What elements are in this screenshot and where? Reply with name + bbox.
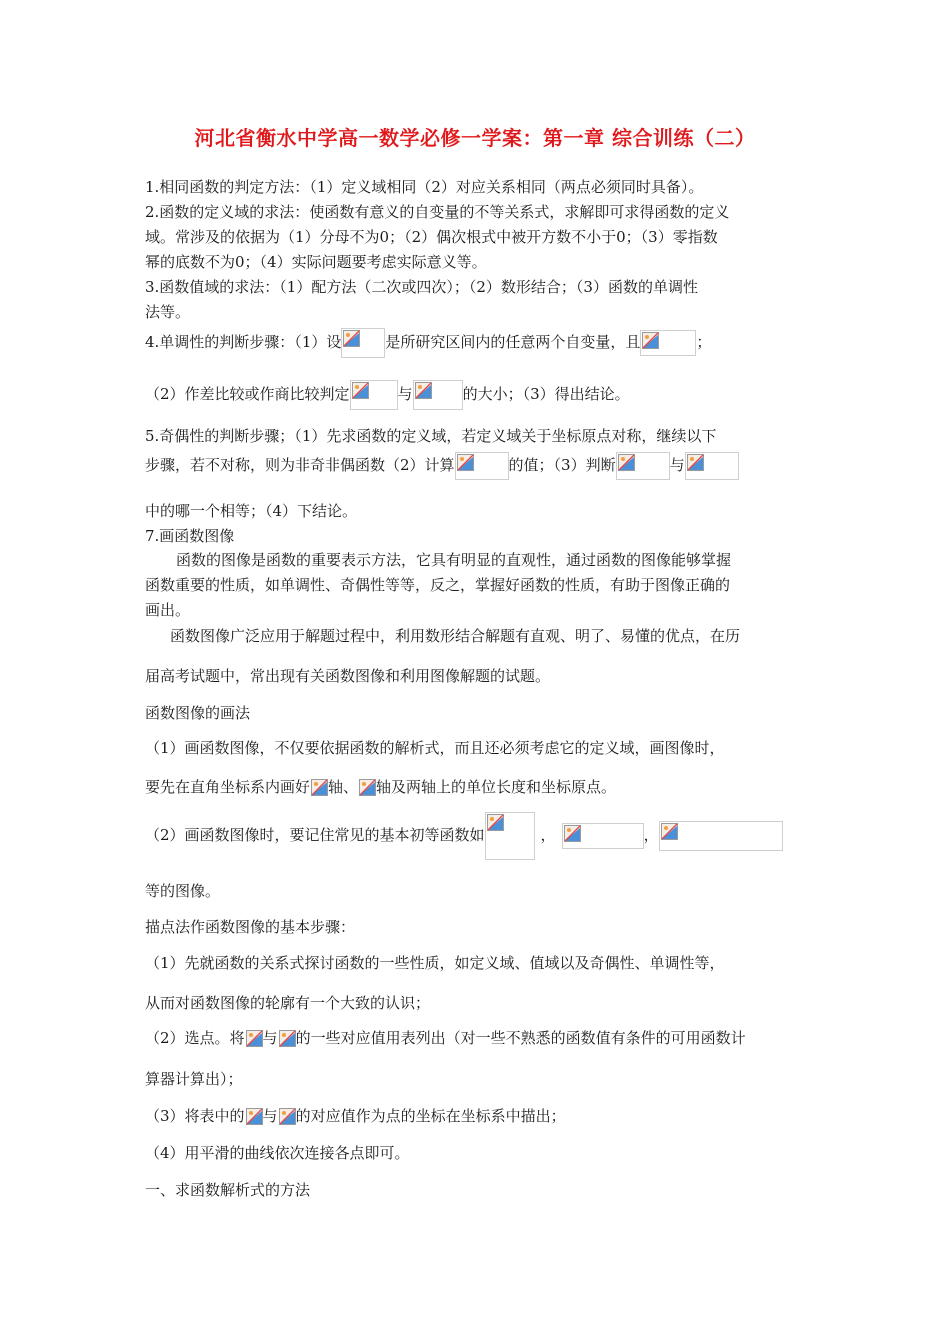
- step-3: [145, 1106, 566, 1127]
- paragraph-2-line-1: 函数图像广泛应用于解题过程中，利用数形结合解题有直观、明了、易懂的优点，在历: [170, 627, 741, 645]
- item-7-heading: 7.画函数图像: [145, 527, 235, 545]
- formula-image: [245, 1107, 263, 1127]
- broken-image-icon: [279, 1030, 296, 1047]
- item-4-line-1: [145, 328, 711, 358]
- item-1: 1.相同函数的判定方法：（1）定义域相同（2）对应关系相同（两点必须同时具备）。: [145, 178, 704, 196]
- text-run: 的对应值作为点的坐标在坐标系中描出；: [295, 1107, 566, 1125]
- text-run: 的值；（3）判断: [508, 456, 616, 474]
- item-2-line-2: 域。常涉及的依据为（1）分母不为0；（2）偶次根式中被开方数不小于0；（3）零指数: [145, 228, 718, 246]
- broken-image-icon: [487, 814, 504, 831]
- text-run: （2）画函数图像时，要记住常见的基本初等函数如: [145, 826, 485, 844]
- section-1-heading: 一、求函数解析式的方法: [145, 1181, 311, 1199]
- broken-image-icon: [415, 382, 432, 399]
- text-run: 的大小；（3）得出结论。: [462, 385, 630, 403]
- broken-image-icon: [246, 1030, 263, 1047]
- broken-image-icon: [352, 382, 369, 399]
- broken-image-icon: [279, 1108, 296, 1125]
- draw-step-2-line-1: [145, 812, 783, 860]
- formula-image: [485, 812, 535, 860]
- text-run: 步骤，若不对称，则为非奇非偶函数（2）计算: [145, 456, 455, 474]
- formula-image: [278, 1107, 296, 1127]
- broken-image-icon: [359, 779, 376, 796]
- formula-image: [616, 452, 670, 480]
- broken-image-icon: [343, 330, 360, 347]
- draw-step-1-line-1: （1）画函数图像，不仅要依据函数的解析式，而且还必须考虑它的定义域，画图像时，: [145, 739, 725, 757]
- item-2-line-1: 2.函数的定义域的求法：使函数有意义的自变量的不等关系式，求解即可求得函数的定义: [145, 203, 730, 221]
- step-1-line-1: （1）先就函数的关系式探讨函数的一些性质，如定义域、值域以及奇偶性、单调性等，: [145, 954, 725, 972]
- document-title: 河北省衡水中学高一数学必修一学案：第一章 综合训练（二）: [194, 126, 756, 150]
- formula-image: [341, 328, 385, 358]
- text-run: （2）选点。将: [145, 1029, 245, 1047]
- paragraph-1-line-3: 画出。: [145, 601, 191, 619]
- formula-image: [562, 823, 644, 849]
- text-run: （2）作差比较或作商比较判定: [145, 385, 350, 403]
- text-run: 与: [262, 1107, 278, 1125]
- broken-image-icon: [642, 332, 659, 349]
- text-run: （3）将表中的: [145, 1107, 245, 1125]
- text-run: 的一些对应值用表列出（对一些不熟悉的函数值有条件的可用函数计: [295, 1029, 746, 1047]
- text-run: 与: [397, 385, 413, 403]
- formula-image: [245, 1029, 263, 1049]
- broken-image-icon: [311, 779, 328, 796]
- formula-image: [659, 821, 783, 851]
- text-run: 轴、: [328, 778, 359, 796]
- paragraph-1-line-1: 函数的图像是函数的重要表示方法，它具有明显的直观性，通过函数的图像能够掌握: [176, 551, 732, 569]
- draw-step-1-line-2: [145, 777, 616, 798]
- text-run: 轴及两轴上的单位长度和坐标原点。: [376, 778, 617, 796]
- section-heading-draw: 函数图像的画法: [145, 704, 251, 722]
- broken-image-icon: [246, 1108, 263, 1125]
- formula-image: [413, 380, 463, 410]
- formula-image: [278, 1029, 296, 1049]
- formula-image: [640, 330, 696, 356]
- broken-image-icon: [618, 454, 635, 471]
- item-5-line-3: 中的哪一个相等；（4）下结论。: [145, 502, 358, 520]
- item-5-line-2: [145, 452, 739, 480]
- item-2-line-3: 幂的底数不为0；（4）实际问题要考虑实际意义等。: [145, 253, 487, 271]
- broken-image-icon: [661, 823, 678, 840]
- item-3-line-2: 法等。: [145, 303, 191, 321]
- formula-image: [350, 380, 398, 410]
- broken-image-icon: [687, 454, 704, 471]
- text-run: 与: [262, 1029, 278, 1047]
- paragraph-1-line-2: 函数重要的性质，如单调性、奇偶性等等，反之，掌握好函数的性质，有助于图像正确的: [145, 576, 731, 594]
- step-2-line-2: 算器计算出）；: [145, 1070, 243, 1088]
- step-1-line-2: 从而对函数图像的轮廓有一个大致的认识；: [145, 994, 431, 1012]
- broken-image-icon: [564, 825, 581, 842]
- formula-image: [685, 452, 739, 480]
- text-run: 4.单调性的判断步骤：（1）设: [145, 333, 342, 351]
- draw-step-2-line-2: 等的图像。: [145, 882, 221, 900]
- item-5-line-1: 5.奇偶性的判断步骤；（1）先求函数的定义域，若定义域关于坐标原点对称，继续以下: [145, 427, 717, 445]
- text-run: 要先在直角坐标系内画好: [145, 778, 311, 796]
- text-run: ，: [643, 826, 659, 844]
- section-heading-steps: 描点法作函数图像的基本步骤：: [145, 918, 356, 936]
- step-2-line-1: [145, 1028, 746, 1049]
- formula-image: [358, 778, 376, 798]
- text-run: 与: [669, 456, 685, 474]
- step-4: （4）用平滑的曲线依次连接各点即可。: [145, 1144, 410, 1162]
- text-run: ；: [696, 333, 712, 351]
- formula-image: [455, 452, 509, 480]
- broken-image-icon: [457, 454, 474, 471]
- paragraph-2-line-2: 届高考试题中，常出现有关函数图像和利用图像解题的试题。: [145, 667, 551, 685]
- text-run: ，: [540, 826, 556, 844]
- formula-image: [310, 778, 328, 798]
- item-4-line-2: [145, 380, 630, 410]
- item-3-line-1: 3.函数值域的求法：（1）配方法（二次或四次）；（2）数形结合；（3）函数的单调性: [145, 278, 698, 296]
- text-run: 是所研究区间内的任意两个自变量，且: [385, 333, 641, 351]
